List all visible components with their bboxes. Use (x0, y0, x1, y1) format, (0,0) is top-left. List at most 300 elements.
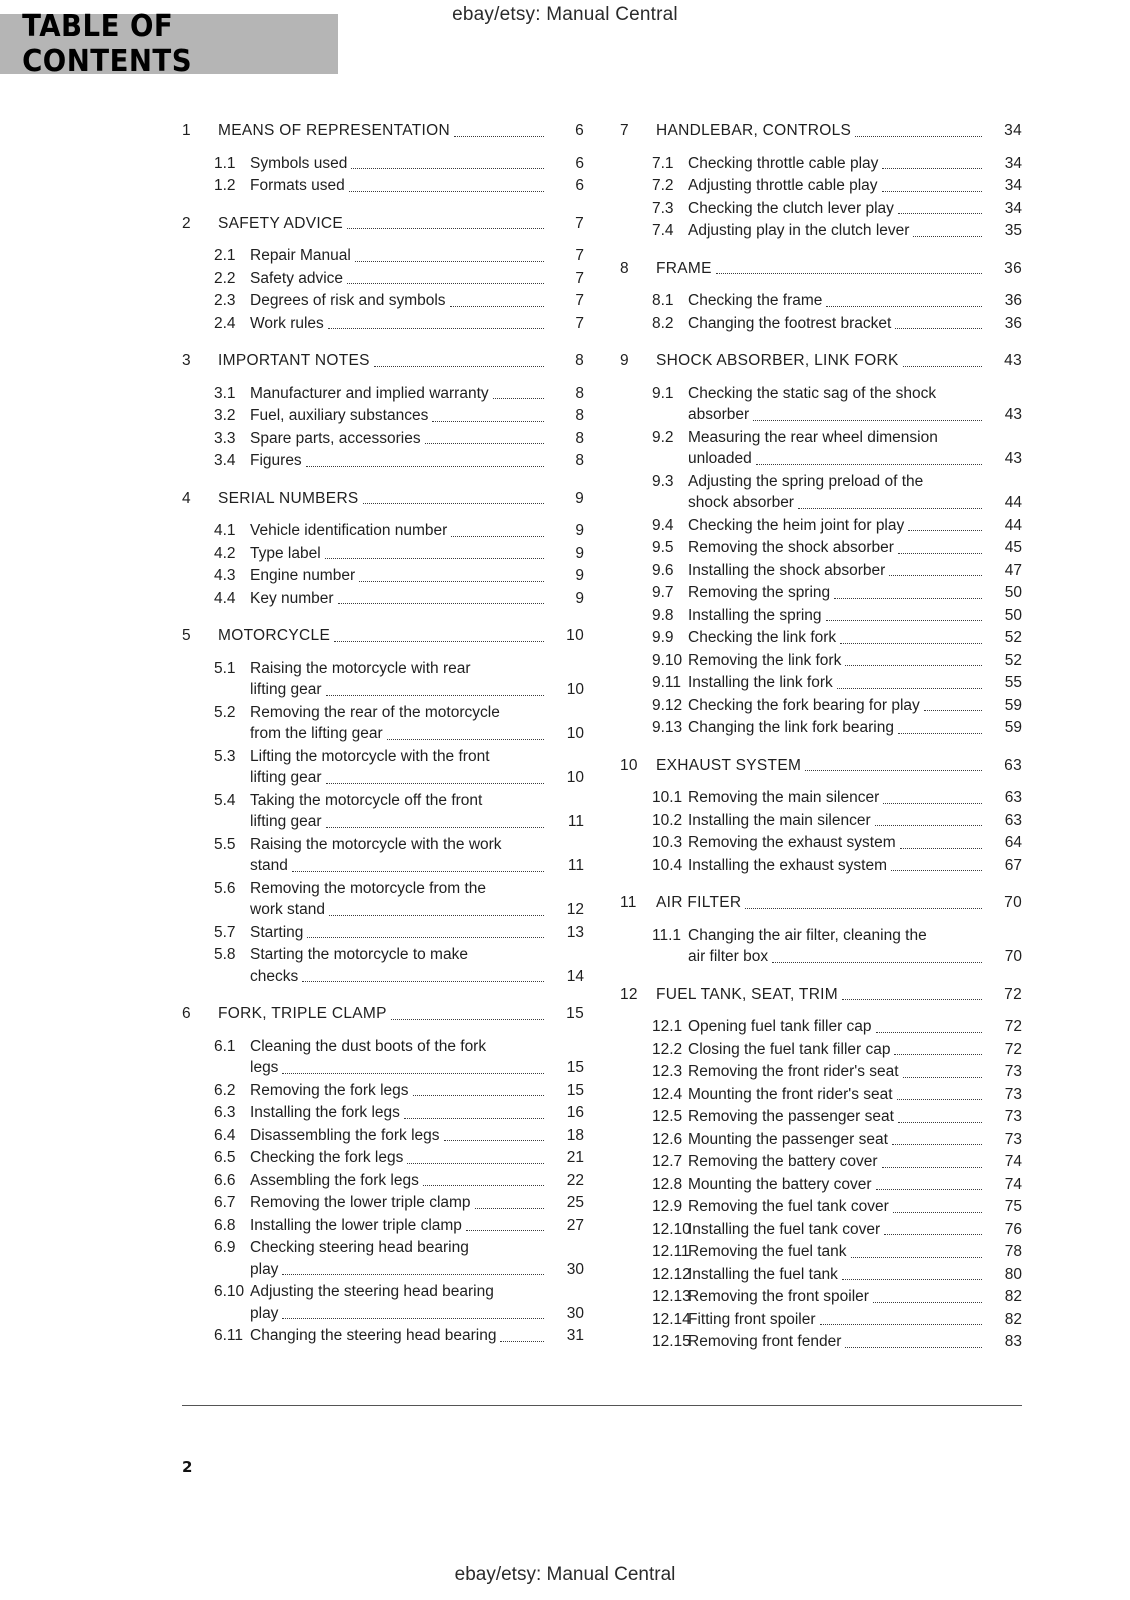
toc-entry-page: 7 (575, 214, 584, 232)
toc-entry-title-wrap (250, 175, 584, 197)
toc-entry[interactable] (182, 520, 584, 542)
toc-entry-title: MEANS OF REPRESENTATION (218, 122, 450, 139)
toc-entry[interactable] (182, 153, 584, 175)
toc-entry-number: 7.4 (652, 222, 674, 239)
toc-entry[interactable] (182, 1237, 584, 1280)
toc-entry-title: Installing the fork legs (250, 1104, 400, 1121)
toc-entry[interactable] (182, 702, 584, 745)
toc-entry-title: Removing front fender (688, 1333, 842, 1350)
toc-entry-number: 7.1 (652, 154, 674, 172)
toc-leader-dots (898, 1122, 982, 1123)
toc-entry-page: 34 (1004, 122, 1022, 139)
toc-entry-title-wrap (688, 810, 1022, 832)
toc-entry-page: 8 (575, 407, 584, 424)
toc-entry-page: 43 (1004, 406, 1022, 423)
toc-entry[interactable] (620, 1286, 1022, 1308)
toc-leader-dots (882, 191, 982, 192)
toc-entry-line1 (182, 834, 584, 856)
toc-entry-number: 9.3 (652, 472, 674, 490)
toc-entry[interactable] (182, 1170, 584, 1192)
toc-entry-title: Installing the spring (688, 606, 822, 624)
toc-entry-page: 11 (567, 813, 584, 830)
toc-entry-title: Work rules (250, 314, 324, 332)
toc-leader-dots (282, 1318, 544, 1319)
toc-entry-title: Repair Manual (250, 247, 351, 264)
toc-entry-title-cont: checks (250, 967, 299, 985)
toc-entry-title: Starting (250, 923, 304, 941)
toc-leader-dots (876, 1032, 982, 1033)
toc-entry[interactable] (620, 560, 1022, 582)
toc-entry-number: 12.10 (652, 1220, 691, 1238)
toc-entry-page: 10 (566, 769, 584, 786)
toc-entry[interactable] (620, 650, 1022, 672)
toc-entry-number: 6 (182, 1005, 191, 1022)
toc-entry-number: 12.5 (652, 1108, 683, 1125)
toc-entry-page: 7 (575, 247, 584, 264)
toc-entry[interactable] (182, 1036, 584, 1079)
toc-leader-dots (423, 1185, 544, 1186)
toc-leader-dots (826, 620, 982, 621)
toc-entry[interactable] (620, 198, 1022, 220)
toc-entry-title: SERIAL NUMBERS (218, 489, 359, 507)
toc-leader-dots (475, 1208, 544, 1209)
toc-entry-title-wrap (250, 268, 584, 290)
toc-entry-page: 67 (1004, 856, 1022, 874)
toc-entry-title-wrap (656, 984, 1022, 1006)
toc-leader-dots (325, 558, 544, 559)
toc-entry-page: 74 (1004, 1175, 1022, 1193)
toc-entry-title-wrap (688, 1286, 1022, 1308)
toc-entry-page: 34 (1004, 199, 1022, 217)
toc-entry[interactable] (620, 695, 1022, 717)
toc-entry[interactable] (620, 810, 1022, 832)
toc-entry-number: 9.10 (652, 651, 683, 669)
toc-entry-page: 72 (1004, 1040, 1022, 1058)
toc-entry[interactable] (182, 625, 584, 647)
toc-entry[interactable] (620, 220, 1022, 242)
toc-entry-title-wrap (250, 565, 584, 587)
toc-entry-title: Symbols used (250, 154, 348, 172)
toc-leader-dots (347, 283, 544, 284)
toc-entry-page: 63 (1004, 756, 1022, 774)
toc-entry-title-wrap (688, 1039, 1022, 1061)
toc-entry-title-cont: work stand (250, 901, 325, 918)
toc-entry[interactable] (620, 1241, 1022, 1263)
toc-entry-title-wrap (688, 650, 1022, 672)
toc-entry-title-wrap (688, 198, 1022, 220)
toc-entry-title: Spare parts, accessories (250, 429, 421, 447)
toc-leader-dots (845, 1347, 982, 1348)
toc-entry-title: FUEL TANK, SEAT, TRIM (656, 985, 838, 1003)
toc-entry-title: Checking the static sag of the shock (688, 384, 937, 402)
toc-entry-title-wrap (250, 290, 584, 312)
toc-entry-line2 (182, 811, 584, 833)
toc-entry-title-wrap (688, 855, 1022, 877)
toc-entry-line2 (182, 899, 584, 921)
toc-entry-number: 5.5 (214, 835, 236, 853)
toc-entry-title: Mounting the battery cover (688, 1175, 872, 1193)
toc-entry-number: 9.9 (652, 629, 674, 646)
toc-entry[interactable] (182, 834, 584, 877)
toc-entry-page: 30 (566, 1304, 584, 1322)
toc-entry-title-wrap (250, 1080, 584, 1102)
toc-entry[interactable] (620, 1016, 1022, 1038)
toc-leader-dots (900, 848, 982, 849)
toc-leader-dots (840, 643, 982, 644)
toc-entry-number: 9.4 (652, 516, 674, 534)
toc-entry[interactable] (182, 878, 584, 921)
toc-entry-page: 9 (575, 567, 584, 584)
toc-entry-title-wrap (688, 537, 1022, 559)
toc-entry-title: Adjusting throttle cable play (688, 177, 878, 194)
toc-entry[interactable] (182, 350, 584, 372)
toc-entry-title: SAFETY ADVICE (218, 214, 344, 232)
toc-entry[interactable] (182, 1125, 584, 1147)
toc-entry[interactable] (620, 672, 1022, 694)
toc-entry[interactable] (620, 1151, 1022, 1173)
toc-leader-dots (842, 999, 982, 1000)
toc-entry[interactable] (620, 855, 1022, 877)
toc-entry-title-wrap (688, 1084, 1022, 1106)
toc-entry-title: AIR FILTER (656, 894, 742, 911)
toc-entry-page: 6 (575, 122, 584, 139)
toc-entry-title: Fuel, auxiliary substances (250, 407, 429, 424)
toc-entry-title: Figures (250, 452, 302, 469)
toc-entry[interactable] (182, 1281, 584, 1324)
toc-entry-page: 8 (575, 452, 584, 469)
toc-entry-title-wrap (218, 213, 584, 235)
toc-entry-title-wrap (250, 313, 584, 335)
toc-entry-number: 6.3 (214, 1104, 236, 1121)
toc-leader-dots (387, 739, 544, 740)
toc-entry[interactable] (620, 892, 1022, 914)
toc-entry-number: 12.7 (652, 1153, 683, 1170)
toc-group-gap (620, 1005, 1022, 1015)
toc-entry-title-wrap (688, 1129, 1022, 1151)
toc-entry-title-wrap (688, 1061, 1022, 1083)
toc-entry-title-wrap (688, 1241, 1022, 1263)
toc-entry-title: Removing the fuel tank cover (688, 1198, 889, 1215)
toc-entry-page: 7 (575, 314, 584, 332)
toc-entry-title-wrap (250, 383, 584, 405)
toc-entry[interactable] (182, 944, 584, 987)
toc-entry-page: 55 (1004, 674, 1022, 691)
toc-entry-page: 8 (575, 384, 584, 402)
toc-columns (182, 120, 1022, 1353)
toc-entry-title-wrap (250, 1170, 584, 1192)
toc-entry[interactable] (620, 1106, 1022, 1128)
toc-entry-page: 22 (566, 1171, 584, 1189)
toc-entry[interactable] (620, 1309, 1022, 1331)
toc-leader-dots (883, 803, 982, 804)
toc-entry[interactable] (182, 175, 584, 197)
toc-entry[interactable] (182, 290, 584, 312)
toc-entry-number: 6.6 (214, 1171, 236, 1189)
toc-entry-line1 (182, 1281, 584, 1303)
toc-entry[interactable] (620, 627, 1022, 649)
toc-entry[interactable] (620, 787, 1022, 809)
toc-entry-line2 (182, 679, 584, 701)
toc-entry-title-wrap (250, 450, 584, 472)
toc-leader-dots (391, 1019, 544, 1020)
toc-leader-dots (876, 1189, 982, 1190)
toc-entry-title-wrap (250, 428, 584, 450)
toc-entry-title: Vehicle identification number (250, 522, 448, 539)
toc-leader-dots (404, 1118, 544, 1119)
toc-entry[interactable] (182, 1192, 584, 1214)
toc-entry-page: 14 (566, 967, 584, 985)
toc-group-gap (620, 372, 1022, 382)
toc-entry-line1 (182, 878, 584, 900)
toc-entry[interactable] (620, 984, 1022, 1006)
toc-entry[interactable] (182, 1325, 584, 1347)
toc-entry-title-wrap (688, 695, 1022, 717)
toc-entry-page: 31 (566, 1327, 584, 1344)
toc-entry[interactable] (620, 258, 1022, 280)
toc-entry-page: 59 (1004, 719, 1022, 736)
toc-entry-number: 6.1 (214, 1037, 236, 1055)
toc-entry[interactable] (620, 383, 1022, 426)
toc-entry[interactable] (620, 1219, 1022, 1241)
toc-entry-page: 52 (1004, 629, 1022, 646)
toc-entry[interactable] (620, 1039, 1022, 1061)
toc-entry[interactable] (182, 543, 584, 565)
toc-entry-page: 83 (1004, 1333, 1022, 1350)
toc-entry[interactable] (620, 120, 1022, 142)
toc-leader-dots (374, 366, 544, 367)
toc-entry[interactable] (182, 313, 584, 335)
toc-leader-dots (347, 228, 544, 229)
toc-entry[interactable] (620, 1061, 1022, 1083)
toc-entry[interactable] (182, 565, 584, 587)
toc-entry[interactable] (620, 537, 1022, 559)
toc-entry[interactable] (182, 405, 584, 427)
toc-entry[interactable] (620, 582, 1022, 604)
toc-entry[interactable] (620, 153, 1022, 175)
toc-entry-number: 12.6 (652, 1130, 683, 1148)
toc-entry-title: SHOCK ABSORBER, LINK FORK (656, 352, 899, 369)
toc-leader-dots (282, 1073, 544, 1074)
toc-entry-title-wrap (250, 1192, 584, 1214)
toc-entry-page: 34 (1004, 154, 1022, 172)
toc-entry-number: 12.15 (652, 1333, 691, 1350)
toc-entry-title: Removing the shock absorber (688, 539, 894, 556)
page-title: TABLE OF CONTENTS (22, 9, 193, 79)
toc-entry[interactable] (182, 450, 584, 472)
toc-entry-number: 5.3 (214, 747, 236, 765)
toc-entry-page: 18 (566, 1126, 584, 1144)
toc-entry-title: Changing the air filter, cleaning the (688, 926, 927, 944)
toc-entry-title: Starting the motorcycle to make (250, 946, 468, 963)
toc-entry-title: Changing the steering head bearing (250, 1327, 497, 1344)
toc-entry-page: 73 (1004, 1085, 1022, 1103)
toc-entry-title-wrap (250, 1215, 584, 1237)
toc-entry-title-wrap (688, 560, 1022, 582)
toc-entry[interactable] (620, 515, 1022, 537)
toc-entry-title: EXHAUST SYSTEM (656, 756, 802, 774)
toc-entry-title-wrap (250, 1125, 584, 1147)
toc-entry[interactable] (620, 1264, 1022, 1286)
toc-entry-page: 30 (566, 1260, 584, 1278)
toc-entry-title: MOTORCYCLE (218, 627, 331, 644)
toc-entry-number: 9.2 (652, 428, 674, 446)
toc-leader-dots (884, 1234, 982, 1235)
toc-leader-dots (903, 366, 982, 367)
toc-entry-title: Manufacturer and implied warranty (250, 384, 489, 402)
toc-entry[interactable] (182, 268, 584, 290)
toc-entry[interactable] (620, 175, 1022, 197)
toc-entry-number: 9 (620, 352, 629, 369)
toc-leader-dots (292, 871, 544, 872)
toc-entry[interactable] (182, 1080, 584, 1102)
toc-entry[interactable] (182, 588, 584, 610)
toc-leader-dots (306, 466, 544, 467)
toc-entry[interactable] (182, 1147, 584, 1169)
toc-entry-page: 50 (1004, 606, 1022, 624)
toc-leader-dots (432, 421, 544, 422)
toc-entry-title-wrap (688, 1196, 1022, 1218)
toc-entry-title: Removing the motorcycle from the (250, 879, 487, 897)
toc-leader-dots (845, 665, 982, 666)
toc-entry-number: 3.2 (214, 407, 236, 424)
header-watermark: ebay/etsy: Manual Central (452, 4, 678, 25)
toc-entry-number: 9.13 (652, 719, 683, 736)
toc-entry-title: Checking the fork legs (250, 1149, 404, 1166)
toc-entry-title-wrap (218, 350, 584, 372)
toc-entry-line1 (182, 1036, 584, 1058)
toc-entry[interactable] (620, 290, 1022, 312)
toc-entry[interactable] (620, 717, 1022, 739)
toc-entry-page: 21 (566, 1149, 584, 1166)
toc-entry-number: 7.3 (652, 199, 674, 217)
toc-entry-number: 5.4 (214, 791, 236, 809)
toc-entry-title-cont: lifting gear (250, 681, 322, 698)
toc-entry[interactable] (620, 471, 1022, 514)
toc-entry[interactable] (182, 383, 584, 405)
toc-entry-page: 59 (1004, 696, 1022, 714)
toc-entry[interactable] (182, 922, 584, 944)
toc-entry[interactable] (620, 350, 1022, 372)
toc-entry-title: Removing the front rider's seat (688, 1063, 899, 1080)
toc-entry[interactable] (182, 120, 584, 142)
toc-entry-title: Lifting the motorcycle with the front (250, 747, 490, 765)
toc-entry-title: Safety advice (250, 269, 344, 287)
toc-leader-dots (326, 827, 544, 828)
toc-leader-dots (924, 710, 982, 711)
toc-entry[interactable] (620, 313, 1022, 335)
toc-entry[interactable] (182, 658, 584, 701)
toc-entry[interactable] (620, 427, 1022, 470)
toc-entry-title: Changing the link fork bearing (688, 719, 894, 736)
toc-column-right (620, 120, 1022, 1353)
toc-entry-title-wrap (656, 120, 1022, 142)
toc-entry[interactable] (182, 746, 584, 789)
toc-entry-title-wrap (688, 832, 1022, 854)
toc-entry[interactable] (182, 790, 584, 833)
toc-entry-line2 (182, 723, 584, 745)
toc-entry-title-wrap (250, 1147, 584, 1169)
toc-entry-title: Checking the heim joint for play (688, 516, 905, 534)
toc-entry-page: 64 (1004, 834, 1022, 851)
toc-entry-title: Formats used (250, 177, 345, 194)
toc-entry-page: 8 (575, 352, 584, 369)
toc-entry-title: Removing the rear of the motorcycle (250, 703, 500, 721)
toc-leader-dots (349, 191, 544, 192)
toc-entry-line1 (182, 658, 584, 680)
toc-entry-title-wrap (688, 1309, 1022, 1331)
toc-entry[interactable] (620, 1196, 1022, 1218)
toc-entry-title: Checking the link fork (688, 629, 837, 646)
toc-entry-number: 2.4 (214, 314, 236, 332)
toc-entry[interactable] (182, 428, 584, 450)
toc-entry-page: 44 (1004, 516, 1022, 534)
toc-entry-page: 43 (1004, 352, 1022, 369)
toc-entry[interactable] (620, 755, 1022, 777)
toc-leader-dots (772, 962, 982, 963)
toc-entry-page: 63 (1004, 789, 1022, 806)
toc-leader-dots (882, 168, 982, 169)
toc-entry-title: Removing the spring (688, 584, 831, 601)
toc-entry-page: 15 (566, 1059, 584, 1076)
toc-entry[interactable] (620, 1174, 1022, 1196)
toc-entry-number: 12.4 (652, 1085, 683, 1103)
toc-entry-title: Engine number (250, 567, 356, 584)
toc-entry-page: 9 (575, 522, 584, 539)
toc-entry[interactable] (620, 1084, 1022, 1106)
toc-entry[interactable] (620, 1129, 1022, 1151)
footer-watermark: ebay/etsy: Manual Central (454, 1564, 676, 1585)
toc-entry-title: Removing the exhaust system (688, 834, 896, 851)
toc-entry[interactable] (182, 1102, 584, 1124)
table-of-contents-banner (0, 9, 338, 79)
toc-entry-title-cont: shock absorber (688, 494, 794, 511)
toc-entry[interactable] (182, 488, 584, 510)
toc-entry-number: 10.1 (652, 789, 683, 806)
toc-entry[interactable] (620, 925, 1022, 968)
toc-group-gap (182, 647, 584, 657)
toc-entry-page: 52 (1004, 651, 1022, 669)
toc-leader-dots (837, 688, 982, 689)
toc-entry[interactable] (182, 1003, 584, 1025)
toc-entry-number: 3.4 (214, 452, 236, 469)
toc-entry-title-wrap (688, 1106, 1022, 1128)
toc-entry-page: 16 (566, 1104, 584, 1121)
toc-entry-line2 (620, 946, 1022, 968)
toc-entry[interactable] (182, 1215, 584, 1237)
toc-entry-number: 11.1 (652, 926, 682, 944)
toc-leader-dots (855, 136, 982, 137)
toc-entry-line2 (620, 404, 1022, 426)
toc-entry[interactable] (620, 832, 1022, 854)
toc-entry[interactable] (182, 245, 584, 267)
toc-entry-number: 2.3 (214, 292, 236, 309)
toc-entry-title-wrap (656, 350, 1022, 372)
toc-entry[interactable] (620, 605, 1022, 627)
toc-leader-dots (326, 783, 544, 784)
toc-entry-title-wrap (218, 1003, 584, 1025)
toc-entry-title: Fitting front spoiler (688, 1310, 816, 1328)
toc-leader-dots (745, 908, 982, 909)
toc-entry-title-wrap (250, 520, 584, 542)
toc-entry-page: 70 (1004, 948, 1022, 965)
toc-entry-number: 6.8 (214, 1216, 236, 1234)
toc-entry-number: 12.11 (652, 1243, 690, 1260)
toc-leader-dots (282, 1274, 544, 1275)
toc-entry[interactable] (182, 213, 584, 235)
toc-entry[interactable] (620, 1331, 1022, 1353)
toc-entry-page: 13 (566, 923, 584, 941)
toc-entry-title: Removing the fork legs (250, 1081, 409, 1099)
